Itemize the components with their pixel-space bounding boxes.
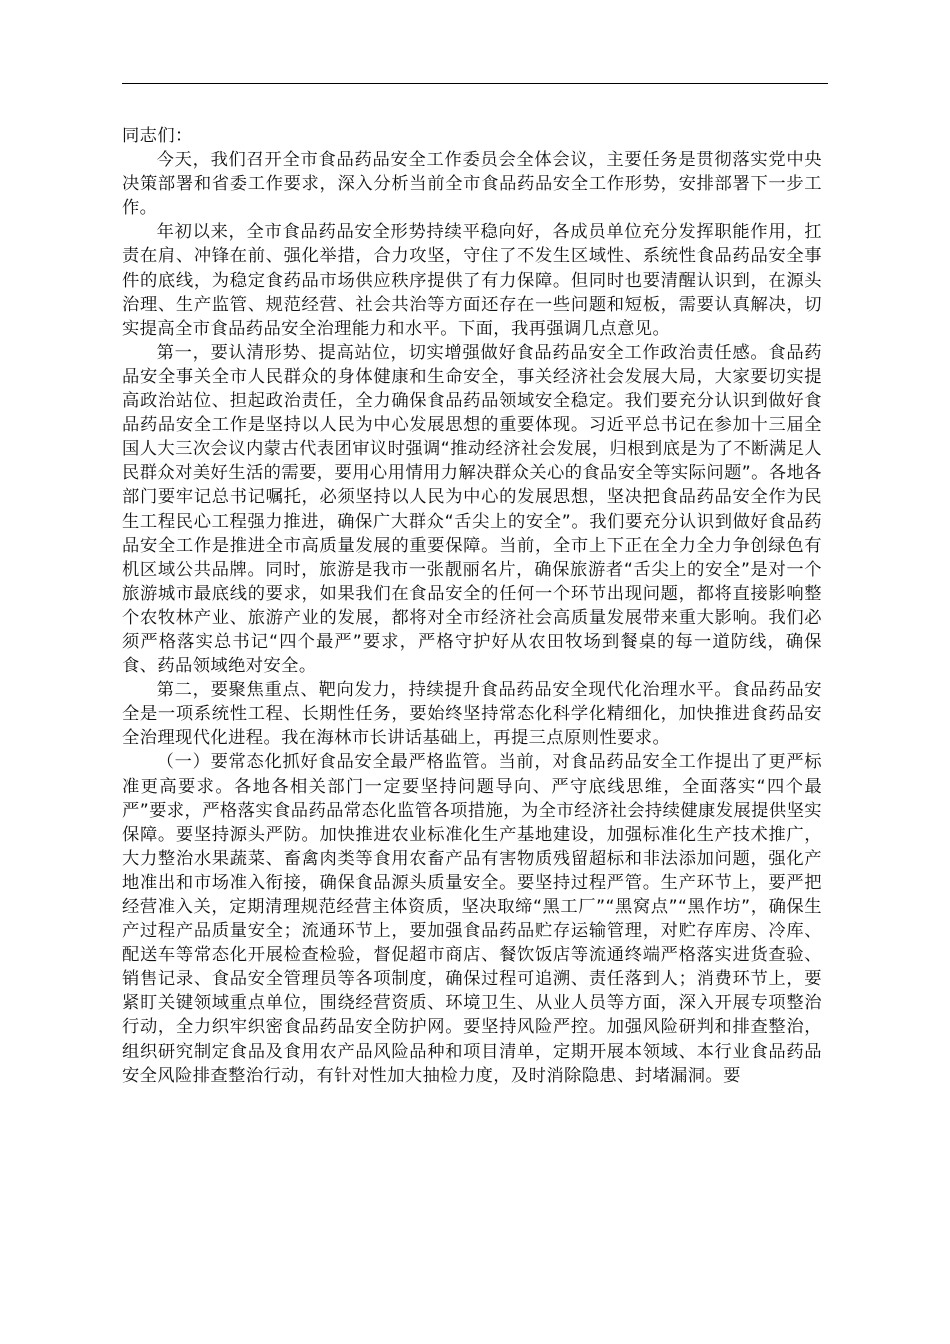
document-body [122, 124, 822, 1088]
paragraph-point-two: 第二，要聚焦重点、靶向发力，持续提升食品药品安全现代化治理水平。食品药品安全是一项系统性工程、长期性任务，要始终坚持常态化科学化精细化，加快推进食药品安全治理现代化进程。我在海林市长讲话基础上，再提三点原则性要求。 [122, 680, 822, 749]
header-rule [122, 83, 828, 84]
paragraph-subpoint-one: （一）要常态化抓好食品安全最严格监管。当前，对食品药品安全工作提出了更严标准更高要求。各地各相关部门一定要坚持问题导向、严守底线思维，全面落实“四个最严”要求，严格落实食品药品常态化监管各项措施，为全市经济社会持续健康发展提供坚实保障。要坚持源头严防。加快推进农业标准化生产基地建设，加强标准化生产技术推广，大力整治水果蔬菜、畜禽肉类等食用农畜产品有害物质残留超标和非法添加问题，强化产地准出和市场准入衔接，确保食品源头质量安全。要坚持过程严管。生产环节上，要严把经营准入关，定期清理规范经营主体资质，坚决取缔“黑工厂”“黑窝点”“黑作坊”，确保生产过程产品质量安全；流通环节上，要加强食品药品贮存运输管理，对贮存库房、冷库、配送车等常态化开展检查检验，督促超市商店、餐饮饭店等流通终端严格落实进货查验、销售记录、食品安全管理员等各项制度，确保过程可追溯、责任落到人；消费环节上，要紧盯关键领域重点单位，围绕经营资质、环境卫生、从业人员等方面，深入开展专项整治行动，全力织牢织密食品药品安全防护网。要坚持风险严控。加强风险研判和排查整治，组织研究制定食品及食用农产品风险品种和项目清单，定期开展本领域、本行业食品药品安全风险排查整治行动，有针对性加大抽检力度，及时消除隐患、封堵漏洞。要 [122, 752, 822, 1086]
paragraph-point-one: 第一，要认清形势、提高站位，切实增强做好食品药品安全工作政治责任感。食品药品安全事关全市人民群众的身体健康和生命安全，事关经济社会发展大局，大家要切实提高政治站位、担起政治责任，全力确保食品药品领域安全稳定。我们要充分认识到做好食品药品安全工作是坚持以人民为中心发展思想的重要体现。习近平总书记在参加十三届全国人大三次会议内蒙古代表团审议时强调“推动经济社会发展，归根到底是为了不断满足人民群众对美好生活的需要，要用心用情用力解决群众关心的食品安全等实际问题”。各地各部门要牢记总书记嘱托，必须坚持以人民为中心的发展思想，坚决把食品药品安全作为民生工程民心工程强力推进，确保广大群众“舌尖上的安全”。我们要充分认识到做好食品药品安全工作是推进全市高质量发展的重要保障。当前，全市上下正在全力全力争创绿色有机区域公共品牌。同时，旅游是我市一张靓丽名片，确保旅游者“舌尖上的安全”是对一个旅游城市最底线的要求，如果我们在食品安全的任何一个环节出现问题，都将直接影响整个农牧林产业、旅游产业的发展，都将对全市经济社会高质量发展带来重大影响。我们必须严格落实总书记“四个最严”要求，严格守护好从农田牧场到餐桌的每一道防线，确保食、药品领域绝对安全。 [122, 342, 822, 677]
paragraph-opening: 今天，我们召开全市食品药品安全工作委员会全体会议，主要任务是贯彻落实党中央决策部署和省委工作要求，深入分析当前全市食品药品安全工作形势，安排部署下一步工作。 [122, 150, 822, 219]
paragraph-situation: 年初以来，全市食品药品安全形势持续平稳向好，各成员单位充分发挥职能作用，扛责在肩、冲锋在前、强化举措，合力攻坚，守住了不发生区域性、系统性食品药品安全事件的底线，为稳定食药品市场供应秩序提供了有力保障。但同时也要清醒认识到，在源头治理、生产监管、规范经营、社会共治等方面还存在一些问题和短板，需要认真解决，切实提高全市食品药品安全治理能力和水平。下面，我再强调几点意见。 [122, 222, 822, 339]
salutation: 同志们： [122, 126, 193, 146]
